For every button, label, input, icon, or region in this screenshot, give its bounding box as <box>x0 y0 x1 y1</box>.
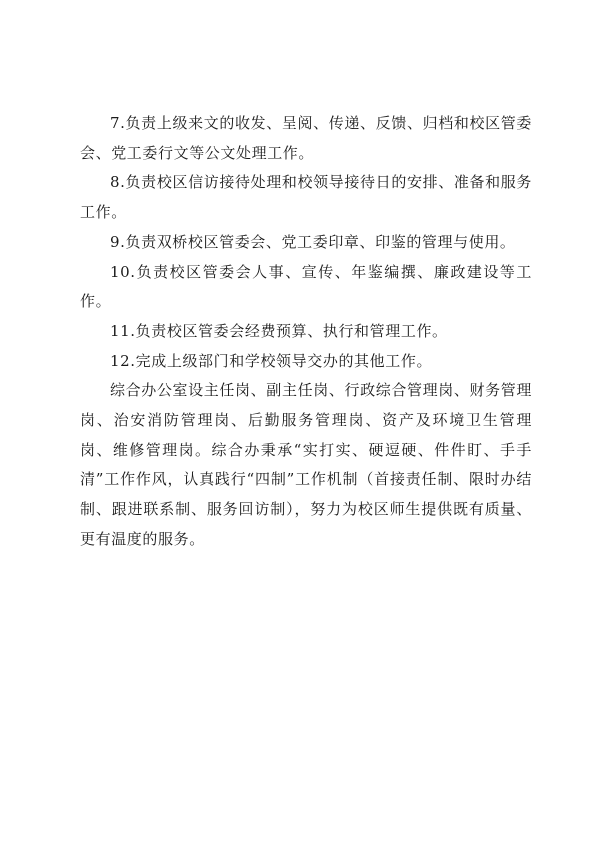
paragraph-duty-11: 11.负责校区管委会经费预算、执行和管理工作。 <box>110 321 448 340</box>
paragraph-duty-7: 7.负责上级来文的收发、呈阅、传递、反馈、归档和校区管委会、党工委行文等公文处理工作。 <box>80 114 532 162</box>
paragraph-duty-8: 8.负责校区信访接待处理和校领导接待日的安排、准备和服务工作。 <box>80 173 532 222</box>
paragraph-duty-10: 10.负责校区管委会人事、宣传、年鉴编撰、廉政建设等工作。 <box>80 262 532 311</box>
paragraph-duty-12: 12.完成上级部门和学校领导交办的其他工作。 <box>110 351 433 370</box>
paragraph-office-summary: 综合办公室设主任岗、副主任岗、行政综合管理岗、财务管理岗、治安消防管理岗、后勤服务管理岗、资产及环境卫生管理岗、维修管理岗。综合办秉承“实打实、硬逗硬、件件盯、手手清”工作作风，认真践行“四制”工作机制（首接责任制、限时办结制、跟进联系制、服务回访制），努力为校区师生提供既有质量、更有温度的服务。 <box>80 381 532 548</box>
paragraph-duty-9: 9.负责双桥校区管委会、党工委印章、印鉴的管理与使用。 <box>110 232 516 251</box>
document-body <box>80 109 532 555</box>
